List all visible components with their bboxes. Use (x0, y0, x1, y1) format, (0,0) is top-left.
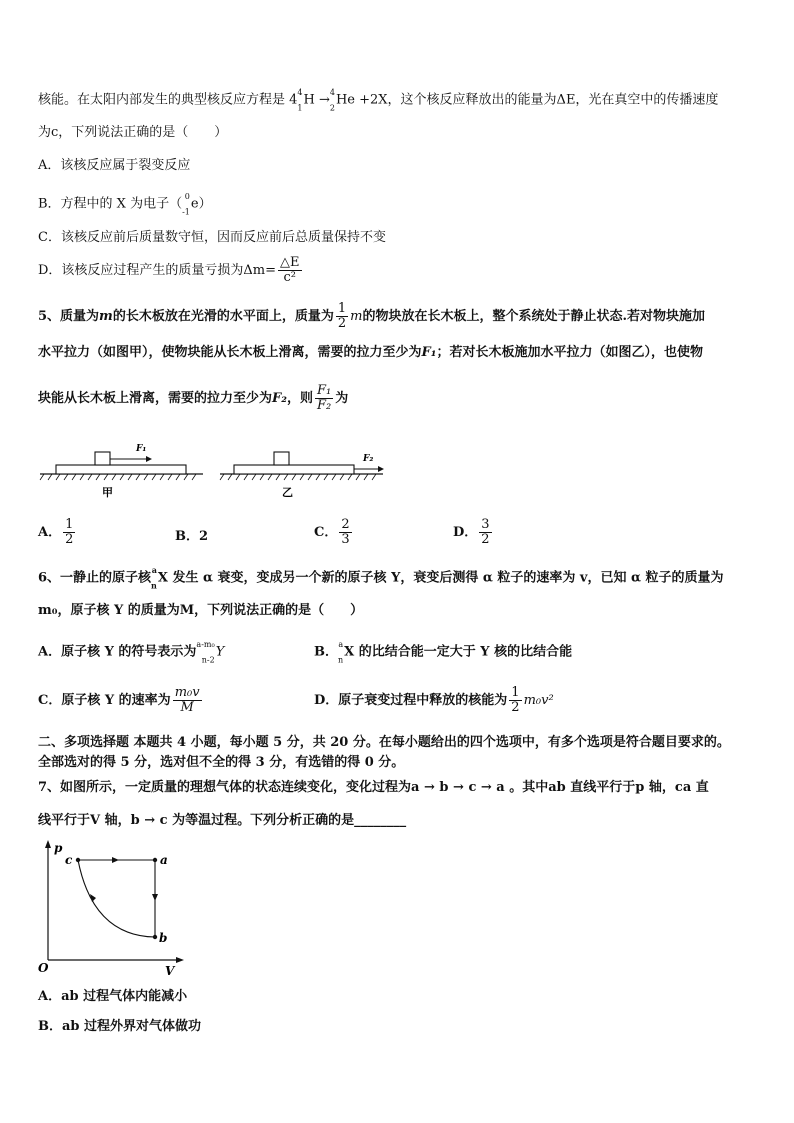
ground-hatch (220, 474, 376, 480)
option-text: A．原子核 Y 的符号表示为 (38, 644, 197, 660)
q5-option-c (314, 518, 354, 547)
arrow-head-icon (378, 466, 384, 472)
q5-line3 (38, 384, 348, 413)
curve-bc (78, 860, 155, 937)
q4-text: 核能。在太阳内部发生的典型核反应方程是 4 (38, 92, 298, 108)
long-board (56, 465, 186, 474)
option-text: e） (190, 196, 212, 212)
f1-label: F₁ (136, 444, 147, 454)
q4-line2: 为c，下列说法正确的是（ ） (38, 125, 228, 140)
figure-label-yi: 乙 (282, 486, 293, 499)
q7-option-b: B．ab 过程外界对气体做功 (38, 1019, 202, 1034)
var-f1: F₁ (421, 345, 437, 360)
q5-text: 5、质量为 (38, 309, 100, 324)
q6-option-c (38, 686, 204, 715)
point-a (153, 858, 157, 862)
q4-text: H → (303, 92, 330, 108)
figure-yi (220, 452, 384, 499)
half-fraction (509, 686, 521, 715)
mass-number: 0 (184, 192, 190, 201)
label-c: c (65, 853, 73, 867)
y-symbol: Y (215, 644, 225, 660)
x-nuclide (151, 566, 157, 590)
section2-line2: 全部选对的得 5 分，选对但不全的得 3 分，有选错的得 0 分。 (38, 755, 405, 770)
figure-label-jia: 甲 (102, 486, 113, 499)
q4-line1 (38, 88, 718, 112)
atomic-number: n (151, 580, 157, 591)
arrow-icon (152, 894, 158, 901)
numerator: 1 (65, 517, 74, 532)
force-ratio-fraction (315, 384, 333, 413)
atomic-number: 2 (329, 103, 335, 113)
f2-label: F₂ (363, 454, 374, 464)
point-c (76, 858, 80, 862)
option-text: D．原子衰变过程中释放的核能为 (314, 693, 508, 708)
option-letter: B． (314, 644, 338, 660)
y-nuclide (196, 640, 214, 664)
axis-arrow-icon (176, 957, 184, 963)
option-fraction (339, 518, 351, 547)
label-b: b (159, 931, 168, 945)
numerator: 1 (511, 685, 520, 700)
q4-option-c: C．该核反应前后质量数守恒，因而反应前后总质量保持不变 (38, 230, 386, 245)
q5-option-d (453, 518, 494, 547)
q5-option-a (38, 518, 77, 547)
q5-line1 (38, 302, 705, 331)
atomic-number: 1 (297, 103, 303, 113)
denominator: 2 (65, 532, 74, 547)
point-b (153, 935, 157, 939)
q4-option-a: A．该核反应属于裂变反应 (38, 158, 191, 173)
q6-option-a (38, 640, 224, 664)
q4-option-d (38, 256, 304, 285)
q4-option-b (38, 192, 212, 216)
mass-number: 4 (329, 88, 335, 97)
velocity-fraction (173, 686, 202, 715)
denominator: 3 (341, 532, 350, 547)
mass-number: 4 (297, 88, 303, 97)
origin-label: O (38, 961, 49, 975)
arrow-head-icon (146, 456, 152, 462)
q5-text: 为 (335, 391, 349, 406)
option-text: C．原子核 Y 的速率为 (38, 693, 171, 708)
p-axis-label: p (54, 841, 63, 855)
q5-text: ；若对长木板施加水平拉力（如图乙），也使物 (436, 345, 703, 360)
numerator: m₀v (174, 685, 200, 700)
mass-number: a (338, 640, 344, 649)
denominator: M (180, 700, 194, 715)
h-nuclide (297, 88, 302, 112)
mass-number: a (151, 565, 157, 575)
q5-text: 的长木板放在光滑的水平面上，质量为 (112, 309, 334, 324)
arrow-icon (112, 857, 119, 863)
atomic-number: n-2 (201, 655, 215, 665)
q7-pv-diagram (38, 838, 188, 980)
option-text: D．该核反应过程产生的质量亏损为Δm= (38, 263, 277, 278)
var-f2: F₂ (272, 391, 287, 406)
denominator: c² (283, 270, 297, 285)
q6-line1 (38, 566, 724, 590)
atomic-number: n (338, 655, 344, 665)
v-axis-label: V (165, 964, 175, 978)
denominator: 2 (337, 316, 347, 331)
var-m: m (99, 309, 113, 324)
option-letter: C． (314, 525, 338, 540)
option-text: X 的比结合能一定大于 Y 核的比结合能 (344, 644, 573, 660)
long-board (234, 465, 354, 474)
label-a: a (160, 853, 168, 867)
mass-defect-fraction (278, 256, 302, 285)
q5-line2 (38, 344, 703, 362)
q7-option-a: A．ab 过程气体内能减小 (38, 989, 188, 1004)
numerator: 3 (481, 517, 490, 532)
q6-option-b (314, 640, 572, 664)
numerator: △E (280, 255, 300, 270)
block (274, 452, 289, 465)
q7-line1: 7、如图所示，一定质量的理想气体的状态连续变化，变化过程为a → b → c → a 。其中ab 直线平行于p 轴，ca 直 (38, 780, 709, 795)
charge-number: -1 (182, 207, 190, 217)
numerator: 1 (337, 301, 347, 316)
q6-option-d (314, 686, 554, 715)
denominator: 2 (511, 700, 520, 715)
q5-text: 水平拉力（如图甲），使物块能从长木板上滑离，需要的拉力至少为 (38, 345, 422, 360)
q6-text: 6、一静止的原子核 (38, 570, 152, 586)
electron-symbol (182, 192, 190, 216)
denominator: F₂ (316, 398, 332, 413)
he-nuclide (330, 88, 335, 112)
q5-text: ，则 (286, 391, 313, 406)
figure-jia (40, 444, 203, 499)
option-letter: D． (453, 525, 478, 540)
denominator: 2 (481, 532, 490, 547)
q5-text: 块能从长木板上滑离，需要的拉力至少为 (38, 391, 273, 406)
block (95, 452, 110, 465)
q7-line2: 线平行于V 轴，b → c 为等温过程。下列分析正确的是________ (38, 813, 407, 828)
ground-hatch (40, 474, 196, 480)
var-m: m (350, 309, 363, 324)
option-text: B．方程中的 X 为电子（ (38, 196, 183, 212)
q5-text: 的物块放在长木板上，整个系统处于静止状态.若对物块施加 (362, 309, 705, 324)
option-fraction (479, 518, 491, 547)
q5-option-b: B．2 (175, 529, 209, 544)
numerator: F₁ (316, 383, 332, 398)
section2-line1: 二、多项选择题 本题共 4 小题，每小题 5 分，共 20 分。在每小题给出的四个选项中，有多个选项是符合题目要求的。 (38, 735, 730, 750)
half-fraction (336, 302, 348, 331)
q5-figure (38, 438, 388, 500)
q6-line2: m₀，原子核 Y 的质量为M，下列说法正确的是（ ） (38, 603, 364, 618)
mass-number: a-m₀ (196, 640, 215, 649)
x-nuclide (338, 640, 343, 664)
option-fraction (63, 518, 75, 547)
q4-text: He +2X，这个核反应释放出的能量为ΔE，光在真空中的传播速度 (335, 92, 719, 108)
numerator: 2 (341, 517, 350, 532)
energy-expression: m₀v² (523, 693, 554, 708)
axis-arrow-icon (45, 840, 51, 848)
q6-text: X 发生 α 衰变，变成另一个新的原子核 Y，衰变后测得 α 粒子的速率为 v，已知 α 粒子的质量为 (157, 570, 724, 586)
option-letter: A． (38, 525, 62, 540)
